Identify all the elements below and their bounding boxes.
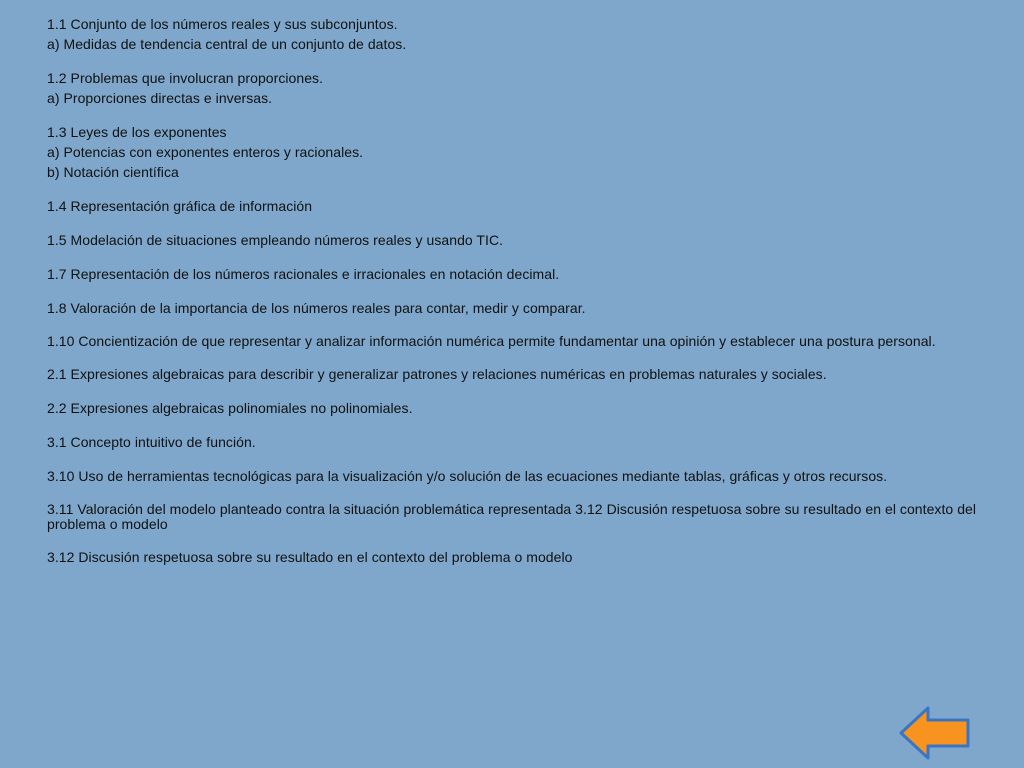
topic-group-1-1 [47,16,977,53]
topic-group-1-7 [47,266,977,283]
arrow-left-icon[interactable] [896,705,972,761]
topic-3-11: 3.11 Valoración del modelo planteado contra la situación problemática representada 3.12 Discusión respetuosa sobre su resultado en el contexto del problema o modelo [47,501,977,532]
topic-group-1-4 [47,198,977,215]
topic-3-1: 3.1 Concepto intuitivo de función. [47,434,256,450]
topic-1-8: 1.8 Valoración de la importancia de los números reales para contar, medir y comparar. [47,300,586,316]
topic-group-3-12 [47,549,977,566]
subtopic-1-1-a: a) Medidas de tendencia central de un conjunto de datos. [47,36,407,52]
topic-group-3-11 [47,502,977,532]
subtopic-1-3-b: b) Notación científica [47,164,179,180]
topic-1-5: 1.5 Modelación de situaciones empleando números reales y usando TIC. [47,232,504,248]
topic-1-1: 1.1 Conjunto de los números reales y sus subconjuntos. [47,16,398,32]
topic-group-1-10 [47,334,977,349]
topic-2-2: 2.2 Expresiones algebraicas polinomiales no polinomiales. [47,400,413,416]
topic-group-1-2 [47,70,977,107]
topic-2-1: 2.1 Expresiones algebraicas para describir y generalizar patrones y relaciones numéricas en problemas naturales y sociales. [47,366,827,382]
topic-1-7: 1.7 Representación de los números racionales e irracionales en notación decimal. [47,266,560,282]
topic-group-3-1 [47,434,977,451]
topic-3-10: 3.10 Uso de herramientas tecnológicas para la visualización y/o solución de las ecuaciones mediante tablas, gráficas y otros recursos. [47,468,888,484]
subtopic-1-2-a: a) Proporciones directas e inversas. [47,90,273,106]
topic-3-12: 3.12 Discusión respetuosa sobre su resultado en el contexto del problema o modelo [47,549,573,565]
topic-group-2-1 [47,366,977,383]
subtopic-1-3-a: a) Potencias con exponentes enteros y racionales. [47,144,364,160]
topic-group-2-2 [47,400,977,417]
topic-group-1-8 [47,300,977,317]
topic-group-1-5 [47,232,977,249]
topic-1-4: 1.4 Representación gráfica de información [47,198,313,214]
topic-1-10: 1.10 Concientización de que representar y analizar información numérica permite fundamentar una opinión y establecer una postura personal. [47,333,936,349]
topic-1-2: 1.2 Problemas que involucran proporciones. [47,70,324,86]
slide-content [47,16,977,583]
back-button[interactable] [896,705,972,761]
topic-group-1-3 [47,124,977,181]
topic-group-3-10 [47,468,977,485]
topic-1-3: 1.3 Leyes de los exponentes [47,124,227,140]
